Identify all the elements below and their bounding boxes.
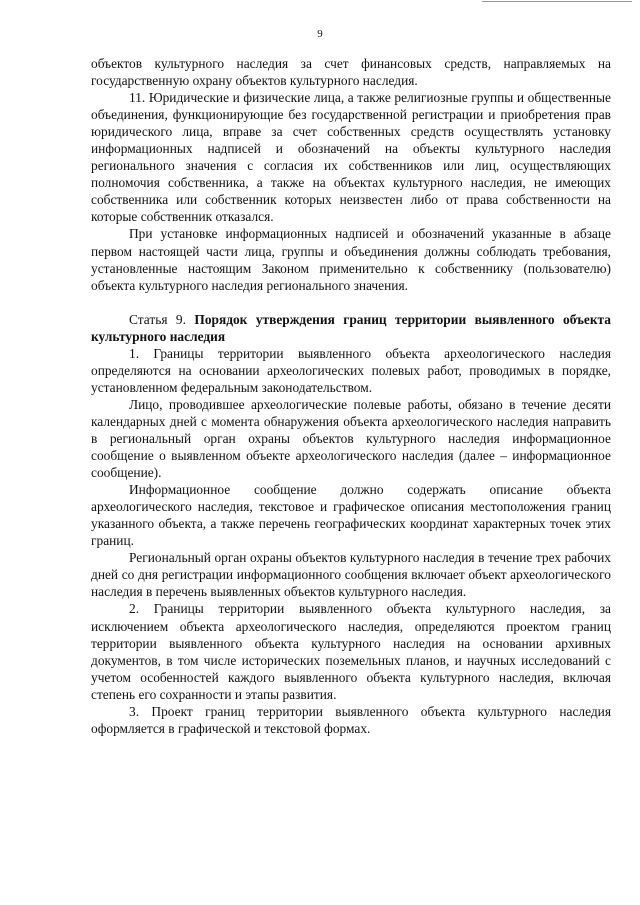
paragraph: Региональный орган охраны объектов культурного наследия в течение трех рабочих дней со дня регистрации информационного сообщения включает объект археологического наследия в перечень выявленных объектов культурного наследия. (91, 550, 611, 600)
paragraph-item-11: 11. Юридические и физические лица, а также религиозные группы и общественные объединения, функционирующие без государственной регистрации и приобретения прав юридического лица, вправе за счет собственных средств осуществлять установку информационных надписей и обозначений на объекты культурного наследия регионального значения с согласия их собственников или лиц, осуществляющих полномочия собственника, а также на объектах культурного наследия, не имеющих собственника или собственник которых неизвестен либо от права собственности на которые собственник отказался. (91, 90, 611, 225)
article-number: Статья 9. (129, 311, 195, 327)
page-number: 9 (317, 28, 323, 40)
paragraph-item-3: 3. Проект границ территории выявленного объекта культурного наследия оформляется в графической и текстовой формах. (91, 703, 611, 736)
paragraph: При установке информационных надписей и обозначений указанные в абзаце первом настоящей части лица, группы и объединения должны соблюдать требования, установленные настоящим Законом применительно к собственнику (пользователю) объекта культурного наследия регионального значения. (91, 226, 611, 293)
document-body (91, 55, 611, 737)
paragraph-item-1: 1. Границы территории выявленного объекта археологического наследия определяются на основании археологических полевых работ, проводимых в порядке, установленном федеральным законодательством. (91, 345, 611, 395)
paragraph-gap (91, 294, 611, 311)
article-title: Порядок утверждения границ территории выявленного объекта культурного наследия (91, 311, 611, 344)
paragraph: Лицо, проводившее археологические полевые работы, обязано в течение десяти календарных дней с момента обнаружения объекта археологического наследия направить в региональный орган охраны объектов культурного наследия информационное сообщение о выявленном объекте археологического наследия (далее – информационное сообщение). (91, 396, 611, 481)
paragraph-item-2: 2. Границы территории выявленного объекта культурного наследия, за исключением объекта археологического наследия, определяются проектом границ территории выявленного объекта культурного наследия на основании архивных документов, в том числе исторических поземельных планов, и научных исследований с учетом особенностей каждого выявленного объекта культурного наследия, включая степень его сохранности и этапы развития. (91, 601, 611, 702)
article-heading (91, 311, 611, 345)
paragraph: Информационное сообщение должно содержать описание объекта археологического наследия, текстовое и графическое описания местоположения границ указанного объекта, а также перечень географических координат характерных точек этих границ. (91, 482, 611, 549)
paragraph-continuation: объектов культурного наследия за счет финансовых средств, направляемых на государственную охрану объектов культурного наследия. (91, 56, 611, 89)
top-divider (482, 1, 632, 2)
